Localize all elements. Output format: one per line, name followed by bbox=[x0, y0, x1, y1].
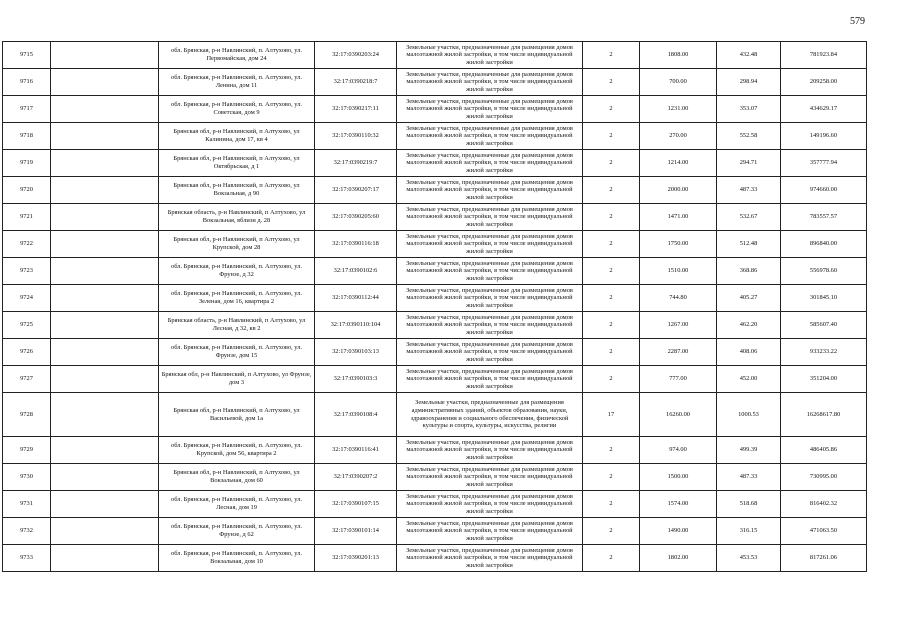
cell-cadastral-number: 32:17:0390103:13 bbox=[315, 339, 397, 366]
cell-cadastral-value: 783557.57 bbox=[781, 204, 867, 231]
cell-address: Брянская обл, р-н Навлинский, п Алтухово, ул Октябрьская, д 1 bbox=[159, 150, 315, 177]
cell-group-code: 2 bbox=[583, 518, 640, 545]
cell-area: 16260.00 bbox=[640, 393, 717, 437]
table-row bbox=[3, 464, 867, 491]
cell-record-number: 9721 bbox=[3, 204, 51, 231]
cell-address: обл. Брянская, р-н Навлинский, п. Алтухово, ул. Советская, дом 9 bbox=[159, 96, 315, 123]
cell-cadastral-number: 32:17:0390207:2 bbox=[315, 464, 397, 491]
cell-cadastral-value: 301845.10 bbox=[781, 285, 867, 312]
cell-land-purpose: Земельные участки, предназначенные для размещения домов малоэтажной жилой застройки, в том числе индивидуальной жилой застройки bbox=[397, 69, 583, 96]
cell-unit-value: 405.27 bbox=[717, 285, 781, 312]
cell-address: Брянская обл, р-н Навлинский, п Алтухово, ул Васильевой, дом 1а bbox=[159, 393, 315, 437]
cell-cadastral-value: 357777.94 bbox=[781, 150, 867, 177]
cell-record-number: 9715 bbox=[3, 42, 51, 69]
cell-record-number: 9718 bbox=[3, 123, 51, 150]
cell-area: 777.00 bbox=[640, 366, 717, 393]
cell-area: 270.00 bbox=[640, 123, 717, 150]
cell-land-purpose: Земельные участки, предназначенные для размещения домов малоэтажной жилой застройки, в том числе индивидуальной жилой застройки bbox=[397, 42, 583, 69]
cell-group-code: 2 bbox=[583, 150, 640, 177]
cell-area: 1574.00 bbox=[640, 491, 717, 518]
cell-area: 2287.00 bbox=[640, 339, 717, 366]
cell-group-code: 2 bbox=[583, 258, 640, 285]
cell-group-code: 2 bbox=[583, 285, 640, 312]
cell-area: 1471.00 bbox=[640, 204, 717, 231]
cell-group-code: 2 bbox=[583, 204, 640, 231]
cell-blank bbox=[51, 96, 159, 123]
cell-record-number: 9724 bbox=[3, 285, 51, 312]
cell-unit-value: 512.48 bbox=[717, 231, 781, 258]
cell-address: обл. Брянская, р-н Навлинский, п. Алтухово, ул. Фрунзе, дом 15 bbox=[159, 339, 315, 366]
cell-area: 1750.00 bbox=[640, 231, 717, 258]
cell-address: обл. Брянская, р-н Навлинский, п. Алтухово, ул. Крупской, дом 56, квартира 2 bbox=[159, 437, 315, 464]
cell-address: Брянская обл, р-н Навлинский, п Алтухово, ул Вокзальная, дом 60 bbox=[159, 464, 315, 491]
cell-cadastral-value: 933233.22 bbox=[781, 339, 867, 366]
cell-unit-value: 487.33 bbox=[717, 464, 781, 491]
table-row bbox=[3, 518, 867, 545]
cell-blank bbox=[51, 150, 159, 177]
cell-blank bbox=[51, 69, 159, 96]
cell-cadastral-value: 471063.50 bbox=[781, 518, 867, 545]
cell-group-code: 2 bbox=[583, 69, 640, 96]
cell-unit-value: 353.07 bbox=[717, 96, 781, 123]
cell-land-purpose: Земельные участки, предназначенные для размещения домов малоэтажной жилой застройки, в том числе индивидуальной жилой застройки bbox=[397, 491, 583, 518]
cell-blank bbox=[51, 312, 159, 339]
table-row bbox=[3, 437, 867, 464]
cell-area: 1510.00 bbox=[640, 258, 717, 285]
cell-cadastral-value: 816402.32 bbox=[781, 491, 867, 518]
cell-address: обл. Брянская, р-н Навлинский, п. Алтухово, ул. Зеленая, дом 16, квартира 2 bbox=[159, 285, 315, 312]
cell-land-purpose: Земельные участки, предназначенные для размещения домов малоэтажной жилой застройки, в том числе индивидуальной жилой застройки bbox=[397, 518, 583, 545]
cell-record-number: 9725 bbox=[3, 312, 51, 339]
cell-group-code: 2 bbox=[583, 437, 640, 464]
cell-cadastral-value: 149196.60 bbox=[781, 123, 867, 150]
table-row bbox=[3, 123, 867, 150]
cell-group-code: 2 bbox=[583, 464, 640, 491]
cell-unit-value: 452.00 bbox=[717, 366, 781, 393]
cell-cadastral-number: 32:17:0390110:104 bbox=[315, 312, 397, 339]
cell-land-purpose: Земельные участки, предназначенные для размещения домов малоэтажной жилой застройки, в том числе индивидуальной жилой застройки bbox=[397, 123, 583, 150]
cell-unit-value: 552.58 bbox=[717, 123, 781, 150]
cell-unit-value: 298.94 bbox=[717, 69, 781, 96]
cell-cadastral-number: 32:17:0390201:13 bbox=[315, 545, 397, 572]
cell-cadastral-value: 16268617.80 bbox=[781, 393, 867, 437]
cell-address: Брянская обл, р-н Навлинский, п Алтухово, ул Фрунзе, дом 3 bbox=[159, 366, 315, 393]
table-row bbox=[3, 69, 867, 96]
cell-cadastral-value: 817261.06 bbox=[781, 545, 867, 572]
cell-cadastral-number: 32:17:0390116:18 bbox=[315, 231, 397, 258]
cell-cadastral-number: 32:17:0390116:41 bbox=[315, 437, 397, 464]
cell-cadastral-value: 209258.00 bbox=[781, 69, 867, 96]
cell-blank bbox=[51, 491, 159, 518]
cell-group-code: 2 bbox=[583, 545, 640, 572]
cell-cadastral-value: 351204.00 bbox=[781, 366, 867, 393]
cell-group-code: 2 bbox=[583, 177, 640, 204]
cell-unit-value: 532.67 bbox=[717, 204, 781, 231]
cell-area: 1231.00 bbox=[640, 96, 717, 123]
cell-area: 2000.00 bbox=[640, 177, 717, 204]
cell-cadastral-number: 32:17:0390112:44 bbox=[315, 285, 397, 312]
cell-cadastral-number: 32:17:0390207:17 bbox=[315, 177, 397, 204]
cell-land-purpose: Земельные участки, предназначенные для размещения домов малоэтажной жилой застройки, в том числе индивидуальной жилой застройки bbox=[397, 177, 583, 204]
cell-blank bbox=[51, 339, 159, 366]
cell-address: обл. Брянская, р-н Навлинский, п. Алтухово, ул. Ленина, дом 11 bbox=[159, 69, 315, 96]
table-row bbox=[3, 150, 867, 177]
cell-cadastral-number: 32:17:0390219:7 bbox=[315, 150, 397, 177]
cell-address: Брянская обл, р-н Навлинский, п Алтухово, ул Вокзальная, д 90 bbox=[159, 177, 315, 204]
cell-record-number: 9723 bbox=[3, 258, 51, 285]
cell-blank bbox=[51, 393, 159, 437]
table-row bbox=[3, 231, 867, 258]
cell-area: 744.80 bbox=[640, 285, 717, 312]
cell-record-number: 9728 bbox=[3, 393, 51, 437]
cell-area: 1802.00 bbox=[640, 545, 717, 572]
cell-land-purpose: Земельные участки, предназначенные для размещения домов малоэтажной жилой застройки, в том числе индивидуальной жилой застройки bbox=[397, 339, 583, 366]
cell-address: обл. Брянская, р-н Навлинский, п. Алтухово, ул. Вокзальная, дом 10 bbox=[159, 545, 315, 572]
table-row bbox=[3, 204, 867, 231]
cell-area: 1214.00 bbox=[640, 150, 717, 177]
cell-group-code: 2 bbox=[583, 96, 640, 123]
cell-land-purpose: Земельные участки, предназначенные для размещения домов малоэтажной жилой застройки, в том числе индивидуальной жилой застройки bbox=[397, 545, 583, 572]
cell-record-number: 9720 bbox=[3, 177, 51, 204]
cell-blank bbox=[51, 285, 159, 312]
cell-cadastral-value: 486405.86 bbox=[781, 437, 867, 464]
cell-unit-value: 316.15 bbox=[717, 518, 781, 545]
table-row bbox=[3, 339, 867, 366]
cell-group-code: 2 bbox=[583, 312, 640, 339]
cell-unit-value: 487.33 bbox=[717, 177, 781, 204]
cell-cadastral-number: 32:17:0390101:14 bbox=[315, 518, 397, 545]
cell-cadastral-value: 434629.17 bbox=[781, 96, 867, 123]
cell-blank bbox=[51, 123, 159, 150]
cell-unit-value: 499.39 bbox=[717, 437, 781, 464]
cell-address: Брянская обл, р-н Навлинский, п Алтухово, ул Калинина, дом 17, кв 4 bbox=[159, 123, 315, 150]
cell-land-purpose: Земельные участки, предназначенные для размещения домов малоэтажной жилой застройки, в том числе индивидуальной жилой застройки bbox=[397, 437, 583, 464]
cell-record-number: 9727 bbox=[3, 366, 51, 393]
cell-cadastral-number: 32:17:0390108:4 bbox=[315, 393, 397, 437]
cell-cadastral-number: 32:17:0390203:24 bbox=[315, 42, 397, 69]
table-row bbox=[3, 393, 867, 437]
cell-unit-value: 1000.53 bbox=[717, 393, 781, 437]
cell-land-purpose: Земельные участки, предназначенные для размещения домов малоэтажной жилой застройки, в том числе индивидуальной жилой застройки bbox=[397, 231, 583, 258]
cell-record-number: 9717 bbox=[3, 96, 51, 123]
cell-blank bbox=[51, 231, 159, 258]
cell-land-purpose: Земельные участки, предназначенные для размещения домов малоэтажной жилой застройки, в том числе индивидуальной жилой застройки bbox=[397, 150, 583, 177]
cell-blank bbox=[51, 42, 159, 69]
cell-address: Брянская область, р-н Навлинский, п Алтухово, ул Вокзальная, вблизи д. 28 bbox=[159, 204, 315, 231]
cell-address: обл. Брянская, р-н Навлинский, п. Алтухово, ул. Фрунзе, д 32 bbox=[159, 258, 315, 285]
cell-area: 700.00 bbox=[640, 69, 717, 96]
cell-cadastral-value: 556978.60 bbox=[781, 258, 867, 285]
table-row bbox=[3, 258, 867, 285]
cell-unit-value: 453.53 bbox=[717, 545, 781, 572]
cell-cadastral-number: 32:17:0390107:15 bbox=[315, 491, 397, 518]
table-row bbox=[3, 285, 867, 312]
cell-area: 1490.00 bbox=[640, 518, 717, 545]
cell-group-code: 2 bbox=[583, 42, 640, 69]
cell-group-code: 17 bbox=[583, 393, 640, 437]
cell-unit-value: 294.71 bbox=[717, 150, 781, 177]
cell-cadastral-value: 781923.84 bbox=[781, 42, 867, 69]
cell-address: Брянская обл, р-н Навлинский, п Алтухово, ул Крупской, дом 28 bbox=[159, 231, 315, 258]
cell-blank bbox=[51, 258, 159, 285]
cell-cadastral-number: 32:17:0390110:32 bbox=[315, 123, 397, 150]
cell-land-purpose: Земельные участки, предназначенные для размещения домов малоэтажной жилой застройки, в том числе индивидуальной жилой застройки bbox=[397, 366, 583, 393]
cell-cadastral-number: 32:17:0390217:11 bbox=[315, 96, 397, 123]
cell-cadastral-number: 32:17:0390102:6 bbox=[315, 258, 397, 285]
cell-cadastral-value: 730995.00 bbox=[781, 464, 867, 491]
table-row bbox=[3, 312, 867, 339]
cell-land-purpose: Земельные участки, предназначенные для размещения домов малоэтажной жилой застройки, в том числе индивидуальной жилой застройки bbox=[397, 204, 583, 231]
cell-record-number: 9726 bbox=[3, 339, 51, 366]
cell-record-number: 9722 bbox=[3, 231, 51, 258]
cell-blank bbox=[51, 437, 159, 464]
cell-group-code: 2 bbox=[583, 123, 640, 150]
cell-unit-value: 408.06 bbox=[717, 339, 781, 366]
cell-cadastral-value: 974660.00 bbox=[781, 177, 867, 204]
cell-blank bbox=[51, 464, 159, 491]
table-row bbox=[3, 177, 867, 204]
cell-unit-value: 368.86 bbox=[717, 258, 781, 285]
cell-blank bbox=[51, 518, 159, 545]
cell-cadastral-number: 32:17:0390218:7 bbox=[315, 69, 397, 96]
table-row bbox=[3, 545, 867, 572]
table-row bbox=[3, 366, 867, 393]
cell-blank bbox=[51, 366, 159, 393]
cell-record-number: 9730 bbox=[3, 464, 51, 491]
cell-land-purpose: Земельные участки, предназначенные для размещения домов малоэтажной жилой застройки, в том числе индивидуальной жилой застройки bbox=[397, 312, 583, 339]
cell-land-purpose: Земельные участки, предназначенные для размещения домов малоэтажной жилой застройки, в том числе индивидуальной жилой застройки bbox=[397, 285, 583, 312]
cell-record-number: 9729 bbox=[3, 437, 51, 464]
cell-blank bbox=[51, 545, 159, 572]
cell-address: обл. Брянская, р-н Навлинский, п. Алтухово, ул. Фрунзе, д 62 bbox=[159, 518, 315, 545]
table-row bbox=[3, 491, 867, 518]
cell-record-number: 9716 bbox=[3, 69, 51, 96]
cell-unit-value: 462.20 bbox=[717, 312, 781, 339]
page-number: 579 bbox=[850, 16, 865, 27]
cell-cadastral-number: 32:17:0390205:60 bbox=[315, 204, 397, 231]
cell-area: 1267.00 bbox=[640, 312, 717, 339]
cell-cadastral-number: 32:17:0390103:3 bbox=[315, 366, 397, 393]
cell-land-purpose: Земельные участки, предназначенные для размещения домов малоэтажной жилой застройки, в том числе индивидуальной жилой застройки bbox=[397, 258, 583, 285]
cell-area: 974.00 bbox=[640, 437, 717, 464]
cell-blank bbox=[51, 204, 159, 231]
cell-group-code: 2 bbox=[583, 491, 640, 518]
cell-record-number: 9731 bbox=[3, 491, 51, 518]
cell-unit-value: 518.68 bbox=[717, 491, 781, 518]
cell-address: Брянская область, р-н Навлинский, п Алтухово, ул Лесная, д 32, кв 2 bbox=[159, 312, 315, 339]
cell-blank bbox=[51, 177, 159, 204]
cell-address: обл. Брянская, р-н Навлинский, п. Алтухово, ул. Лесная, дом 19 bbox=[159, 491, 315, 518]
table-row bbox=[3, 42, 867, 69]
cell-unit-value: 432.48 bbox=[717, 42, 781, 69]
cell-group-code: 2 bbox=[583, 366, 640, 393]
cell-cadastral-value: 896840.00 bbox=[781, 231, 867, 258]
cell-area: 1808.00 bbox=[640, 42, 717, 69]
land-register-table bbox=[2, 41, 867, 572]
cell-group-code: 2 bbox=[583, 231, 640, 258]
cell-cadastral-value: 585607.40 bbox=[781, 312, 867, 339]
cell-record-number: 9732 bbox=[3, 518, 51, 545]
table-row bbox=[3, 96, 867, 123]
cell-land-purpose: Земельные участки, предназначенные для размещения административных зданий, объектов образования, науки, здравоохранения и социального обеспечения, физической культуры и спорта, культуры, искусства, религии bbox=[397, 393, 583, 437]
cell-land-purpose: Земельные участки, предназначенные для размещения домов малоэтажной жилой застройки, в том числе индивидуальной жилой застройки bbox=[397, 464, 583, 491]
cell-group-code: 2 bbox=[583, 339, 640, 366]
cell-land-purpose: Земельные участки, предназначенные для размещения домов малоэтажной жилой застройки, в том числе индивидуальной жилой застройки bbox=[397, 96, 583, 123]
cell-area: 1500.00 bbox=[640, 464, 717, 491]
cell-record-number: 9719 bbox=[3, 150, 51, 177]
cell-address: обл. Брянская, р-н Навлинский, п. Алтухово, ул. Первомайская, дом 24 bbox=[159, 42, 315, 69]
cell-record-number: 9733 bbox=[3, 545, 51, 572]
